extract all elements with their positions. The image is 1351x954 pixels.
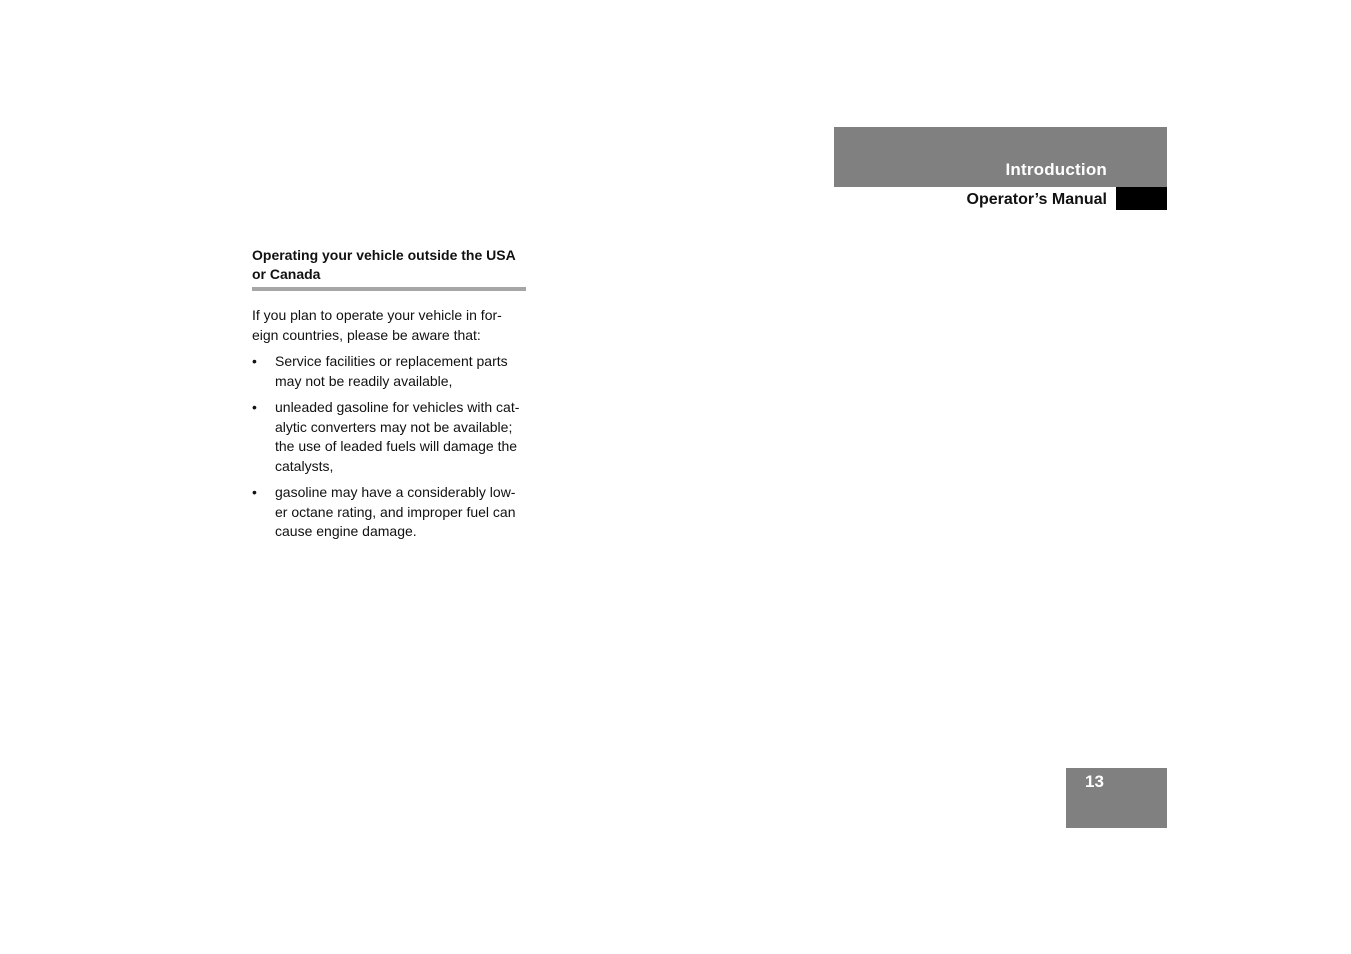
- bullet-icon: •: [252, 399, 257, 415]
- chapter-title: Introduction: [1005, 160, 1107, 179]
- list-item-text: Service facilities or replacement parts may not be readily available,: [275, 353, 508, 389]
- intro-paragraph: If you plan to operate your vehicle in for-eign countries, please be aware that:: [252, 307, 502, 343]
- section-title: Operator’s Manual: [966, 191, 1107, 208]
- section-marker: [1116, 187, 1167, 210]
- bullet-list: [252, 352, 526, 542]
- list-item: [252, 398, 526, 476]
- bullet-icon: •: [252, 353, 257, 369]
- page-number-tab: [1066, 768, 1167, 828]
- list-item: [252, 352, 526, 391]
- page-number: 13: [1085, 772, 1104, 791]
- list-item-text: gasoline may have a considerably low-er octane rating, and improper fuel can cause engine damage.: [275, 484, 516, 539]
- list-item: [252, 483, 526, 542]
- bullet-icon: •: [252, 484, 257, 500]
- chapter-tab: [834, 127, 1167, 187]
- list-item-text: unleaded gasoline for vehicles with cat-alytic converters may not be available; the use of leaded fuels will damage the catalysts,: [275, 399, 520, 474]
- section-heading: Operating your vehicle outside the USA or Canada: [252, 246, 526, 291]
- content-column: [252, 246, 526, 549]
